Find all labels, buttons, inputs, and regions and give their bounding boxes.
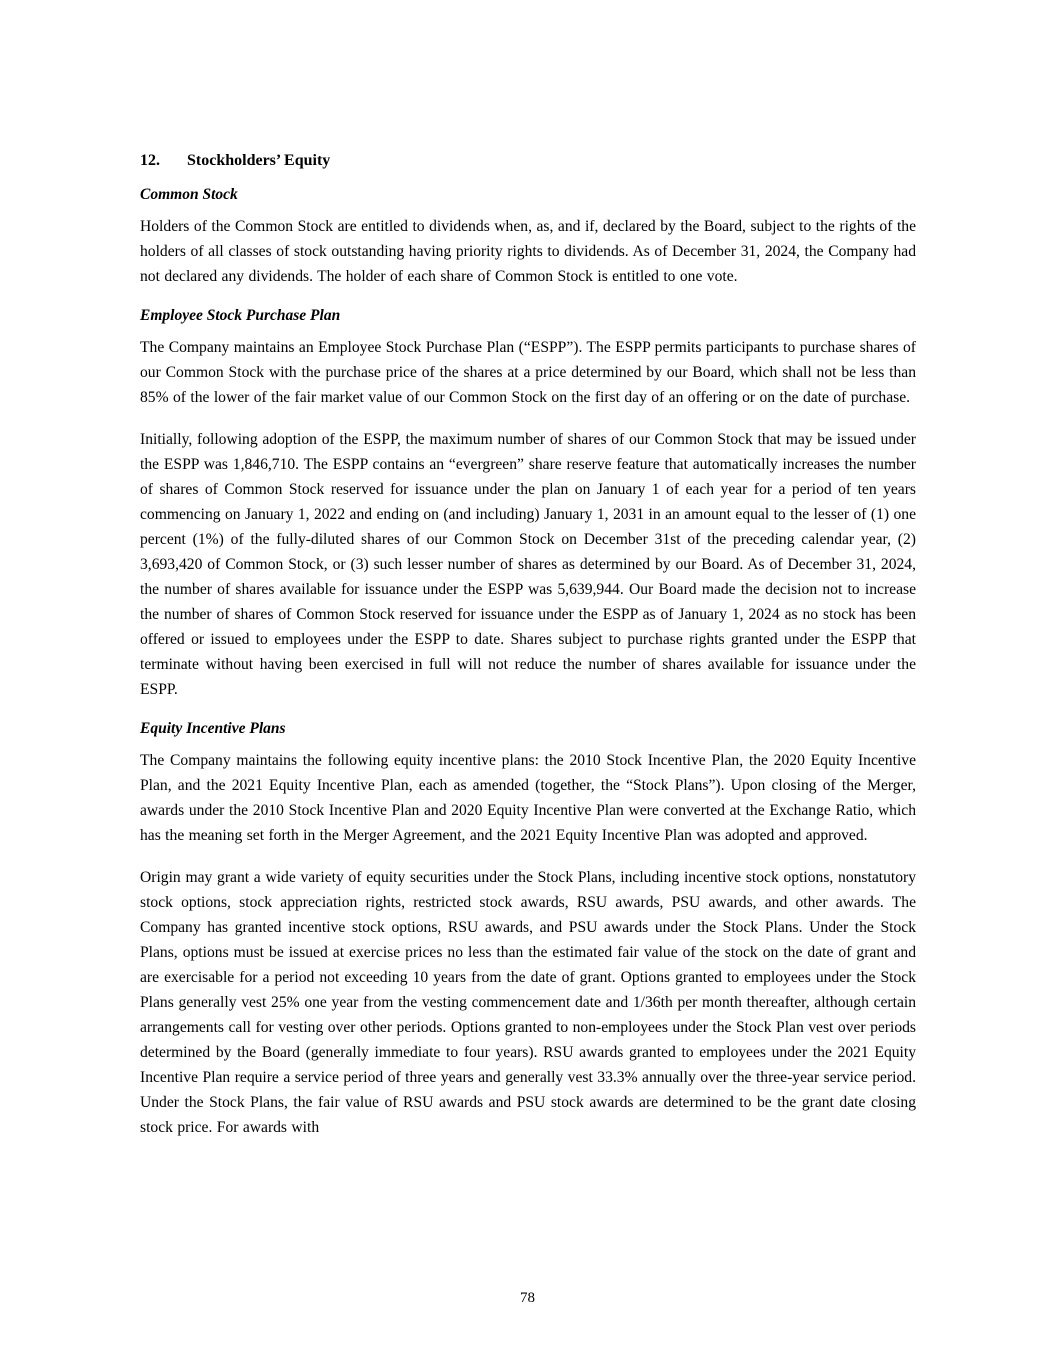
subheading-employee-stock-purchase-plan: Employee Stock Purchase Plan xyxy=(140,307,341,324)
section-number: 12. xyxy=(140,152,160,169)
subheading-equity-incentive-plans: Equity Incentive Plans xyxy=(140,720,286,737)
section-heading xyxy=(140,151,916,171)
paragraph: Origin may grant a wide variety of equity securities under the Stock Plans, including incentive stock options, nonstatutory stock options, stock appreciation rights, restricted stock awards, RSU awards, PSU awards, and other awards. The Company has granted incentive stock options, RSU awards, and PSU awards under the Stock Plans. Under the Stock Plans, options must be issued at exercise prices no less than the estimated fair value of the stock on the date of grant and are exercisable for a period not exceeding 10 years from the date of grant. Options granted to employees under the Stock Plans generally vest 25% one year from the vesting commencement date and 1/36th per month thereafter, although certain arrangements call for vesting over other periods. Options granted to non-employees under the Stock Plan vest over periods determined by the Board (generally immediate to four years). RSU awards granted to employees under the 2021 Equity Incentive Plan require a service period of three years and generally vest 33.3% annually over the three-year service period. Under the Stock Plans, the fair value of RSU awards and PSU stock awards are determined to be the grant date closing stock price. For awards with xyxy=(140,869,916,1136)
page-content xyxy=(140,151,916,1157)
paragraph: The Company maintains an Employee Stock Purchase Plan (“ESPP”). The ESPP permits participants to purchase shares of our Common Stock with the purchase price of the shares at a price determined by our Board, which shall not be less than 85% of the lower of the fair market value of our Common Stock on the first day of an offering or on the date of purchase. xyxy=(140,339,916,406)
subheading-common-stock: Common Stock xyxy=(140,186,238,203)
section-title: Stockholders’ Equity xyxy=(187,152,331,169)
paragraph: Holders of the Common Stock are entitled to dividends when, as, and if, declared by the Board, subject to the rights of the holders of all classes of stock outstanding having priority rights to dividends. As of December 31, 2024, the Company had not declared any dividends. The holder of each share of Common Stock is entitled to one vote. xyxy=(140,218,916,285)
page-number: 78 xyxy=(520,1290,535,1306)
paragraph: Initially, following adoption of the ESPP, the maximum number of shares of our Common Stock that may be issued under the ESPP was 1,846,710. The ESPP contains an “evergreen” share reserve feature that automatically increases the number of shares of Common Stock reserved for issuance under the plan on January 1 of each year for a period of ten years commencing on January 1, 2022 and ending on (and including) January 1, 2031 in an amount equal to the lesser of (1) one percent (1%) of the fully-diluted shares of our Common Stock on December 31st of the preceding calendar year, (2) 3,693,420 of Common Stock, or (3) such lesser number of shares as determined by our Board. As of December 31, 2024, the number of shares available for issuance under the ESPP was 5,639,944. Our Board made the decision not to increase the number of shares of Common Stock reserved for issuance under the ESPP as of January 1, 2024 as no stock has been offered or issued to employees under the ESPP to date. Shares subject to purchase rights granted under the ESPP that terminate without having been exercised in full will not reduce the number of shares available for issuance under the ESPP. xyxy=(140,431,916,698)
paragraph: The Company maintains the following equity incentive plans: the 2010 Stock Incentive Plan, the 2020 Equity Incentive Plan, and the 2021 Equity Incentive Plan, each as amended (together, the “Stock Plans”). Upon closing of the Merger, awards under the 2010 Stock Incentive Plan and 2020 Equity Incentive Plan were converted at the Exchange Ratio, which has the meaning set forth in the Merger Agreement, and the 2021 Equity Incentive Plan was adopted and approved. xyxy=(140,752,916,844)
